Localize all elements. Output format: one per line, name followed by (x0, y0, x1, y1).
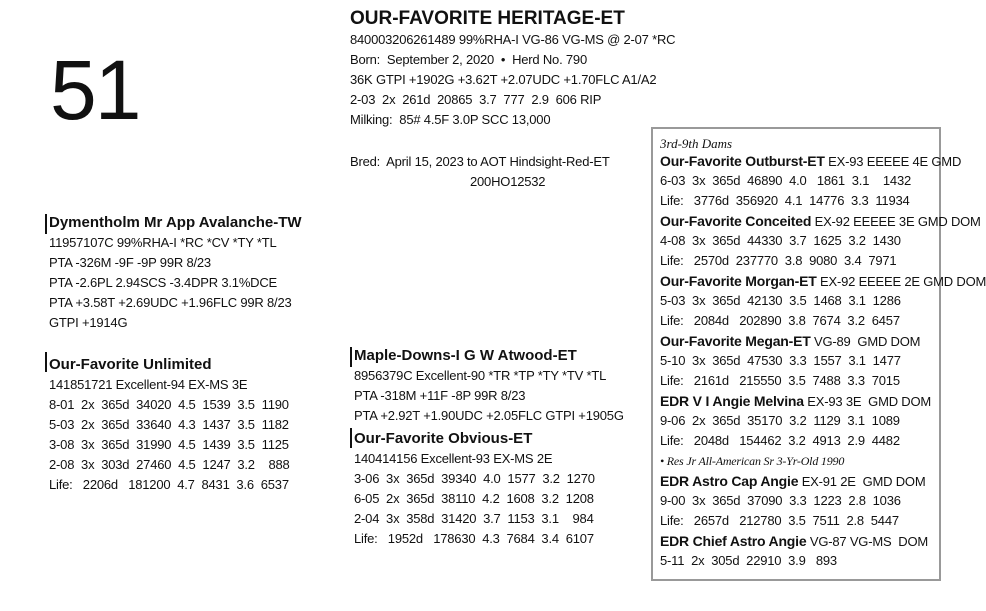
sire-line: PTA +3.58T +2.69UDC +1.96FLC 99R 8/23 (49, 295, 292, 310)
dam-entry-class: EX-92 EEEEE 2E GMD DOM (816, 274, 986, 289)
dam-entry (660, 271, 986, 331)
dam-line: 141851721 Excellent-94 EX-MS 3E (49, 377, 248, 392)
dams-heading: 3rd-9th Dams (660, 136, 733, 151)
dam-entry-line: Life: 2048d 154462 3.2 4913 2.9 4482 (660, 433, 900, 448)
bred-line: Bred: April 15, 2023 to AOT Hindsight-Red-ET (350, 154, 610, 169)
dam-entry-name: Our-Favorite Conceited (660, 213, 812, 229)
granddam-line: Life: 1952d 178630 4.3 7684 3.4 6107 (354, 531, 594, 546)
pedigree-bracket (45, 352, 47, 372)
dam-entry (660, 211, 981, 271)
sire-block (49, 213, 302, 333)
animal-line: Born: September 2, 2020 • Herd No. 790 (350, 52, 587, 67)
animal-name: OUR-FAVORITE HERITAGE-ET (350, 8, 625, 29)
dam-entry-name: EDR V I Angie Melvina (660, 393, 804, 409)
maternal-grandsire-name: Maple-Downs-I G W Atwood-ET (354, 347, 577, 364)
dam-entry-line: Life: 2570d 237770 3.8 9080 3.4 7971 (660, 253, 897, 268)
dam-entry-line: 5-10 3x 365d 47530 3.3 1557 3.1 1477 (660, 353, 901, 368)
dam-entry-line: 5-03 3x 365d 42130 3.5 1468 3.1 1286 (660, 293, 901, 308)
maternal-grandsire-line: 8956379C Excellent-90 *TR *TP *TY *TV *TL (354, 368, 607, 383)
dam-entry-line: Life: 2084d 202890 3.8 7674 3.2 6457 (660, 313, 900, 328)
dam-entry-name: Our-Favorite Outburst-ET (660, 153, 825, 169)
pedigree-bracket (45, 214, 47, 234)
animal-line: Milking: 85# 4.5F 3.0P SCC 13,000 (350, 112, 551, 127)
dam-entry-line: 6-03 3x 365d 46890 4.0 1861 3.1 1432 (660, 173, 912, 188)
granddam-block (354, 429, 595, 549)
dam-entry-award: • Res Jr All-American Sr 3-Yr-Old 1990 (660, 454, 845, 468)
sire-line: GTPI +1914G (49, 315, 128, 330)
dam-entry (660, 331, 938, 391)
sire-line: PTA -2.6PL 2.94SCS -3.4DPR 3.1%DCE (49, 275, 278, 290)
dam-entry-line: Life: 2161d 215550 3.5 7488 3.3 7015 (660, 373, 900, 388)
dam-entry-line: 9-06 2x 365d 35170 3.2 1129 3.1 1089 (660, 413, 900, 428)
dam-entry-line: Life: 2657d 212780 3.5 7511 2.8 5447 (660, 513, 899, 528)
granddam-line: 6-05 2x 365d 38110 4.2 1608 3.2 1208 (354, 491, 594, 506)
pedigree-bracket (350, 428, 352, 448)
dam-entry-line: Life: 3776d 356920 4.1 14776 3.3 11934 (660, 193, 910, 208)
dam-entry (660, 391, 938, 471)
granddam-line: 140414156 Excellent-93 EX-MS 2E (354, 451, 553, 466)
dam-entry-class: VG-87 VG-MS DOM (806, 534, 928, 549)
granddam-line: 3-06 3x 365d 39340 4.0 1577 3.2 1270 (354, 471, 595, 486)
pedigree-bracket (350, 347, 352, 367)
dam-line: 2-08 3x 303d 27460 4.5 1247 3.2 888 (49, 457, 290, 472)
dam-entry-line: 4-08 3x 365d 44330 3.7 1625 3.2 1430 (660, 233, 901, 248)
dam-entry-class: EX-93 3E GMD DOM (803, 394, 932, 409)
dam-block (49, 355, 290, 495)
dams-box (651, 127, 986, 581)
sire-line: PTA -326M -9F -9P 99R 8/23 (49, 255, 211, 270)
dam-line: Life: 2206d 181200 4.7 8431 3.6 6537 (49, 477, 289, 492)
dam-entry (660, 151, 962, 211)
dam-line: 8-01 2x 365d 34020 4.5 1539 3.5 1190 (49, 397, 289, 412)
granddam-name: Our-Favorite Obvious-ET (354, 430, 533, 447)
maternal-grandsire-line: PTA -318M +11F -8P 99R 8/23 (354, 388, 526, 403)
dam-name: Our-Favorite Unlimited (49, 356, 212, 373)
sire-name: Dymentholm Mr App Avalanche-TW (49, 214, 302, 231)
bred-code: 200HO12532 (470, 174, 546, 189)
dam-entry-class: VG-89 GMD DOM (810, 334, 921, 349)
dam-entry-name: Our-Favorite Morgan-ET (660, 273, 817, 289)
dam-entry-class: EX-92 EEEEE 3E GMD DOM (811, 214, 981, 229)
animal-line: 2-03 2x 261d 20865 3.7 777 2.9 606 RIP (350, 92, 602, 107)
dam-entry-class: EX-93 EEEEE 4E GMD (824, 154, 962, 169)
animal-line: 840003206261489 99%RHA-I VG-86 VG-MS @ 2-07 *RC (350, 32, 676, 47)
animal-details (350, 30, 675, 130)
dam-entry-line: 5-11 2x 305d 22910 3.9 893 (660, 553, 837, 568)
maternal-grandsire-block (354, 346, 624, 426)
animal-line: 36K GTPI +1902G +3.62T +2.07UDC +1.70FLC A1/A2 (350, 72, 657, 87)
animal-block (350, 8, 675, 130)
sire-line: 11957107C 99%RHA-I *RC *CV *TY *TL (49, 235, 277, 250)
dam-entry-name: Our-Favorite Megan-ET (660, 333, 811, 349)
dam-entry (660, 531, 938, 571)
dam-entry-name: EDR Chief Astro Angie (660, 533, 807, 549)
dam-entry-class: EX-91 2E GMD DOM (798, 474, 926, 489)
bred-info (350, 152, 610, 192)
dam-line: 3-08 3x 365d 31990 4.5 1439 3.5 1125 (49, 437, 289, 452)
lot-number: 51 (50, 43, 140, 137)
dam-line: 5-03 2x 365d 33640 4.3 1437 3.5 1182 (49, 417, 289, 432)
granddam-line: 2-04 3x 358d 31420 3.7 1153 3.1 984 (354, 511, 594, 526)
dam-entry (660, 471, 938, 531)
dam-entry-name: EDR Astro Cap Angie (660, 473, 799, 489)
maternal-grandsire-line: PTA +2.92T +1.90UDC +2.05FLC GTPI +1905G (354, 408, 624, 423)
dam-entry-line: 9-00 3x 365d 37090 3.3 1223 2.8 1036 (660, 493, 901, 508)
